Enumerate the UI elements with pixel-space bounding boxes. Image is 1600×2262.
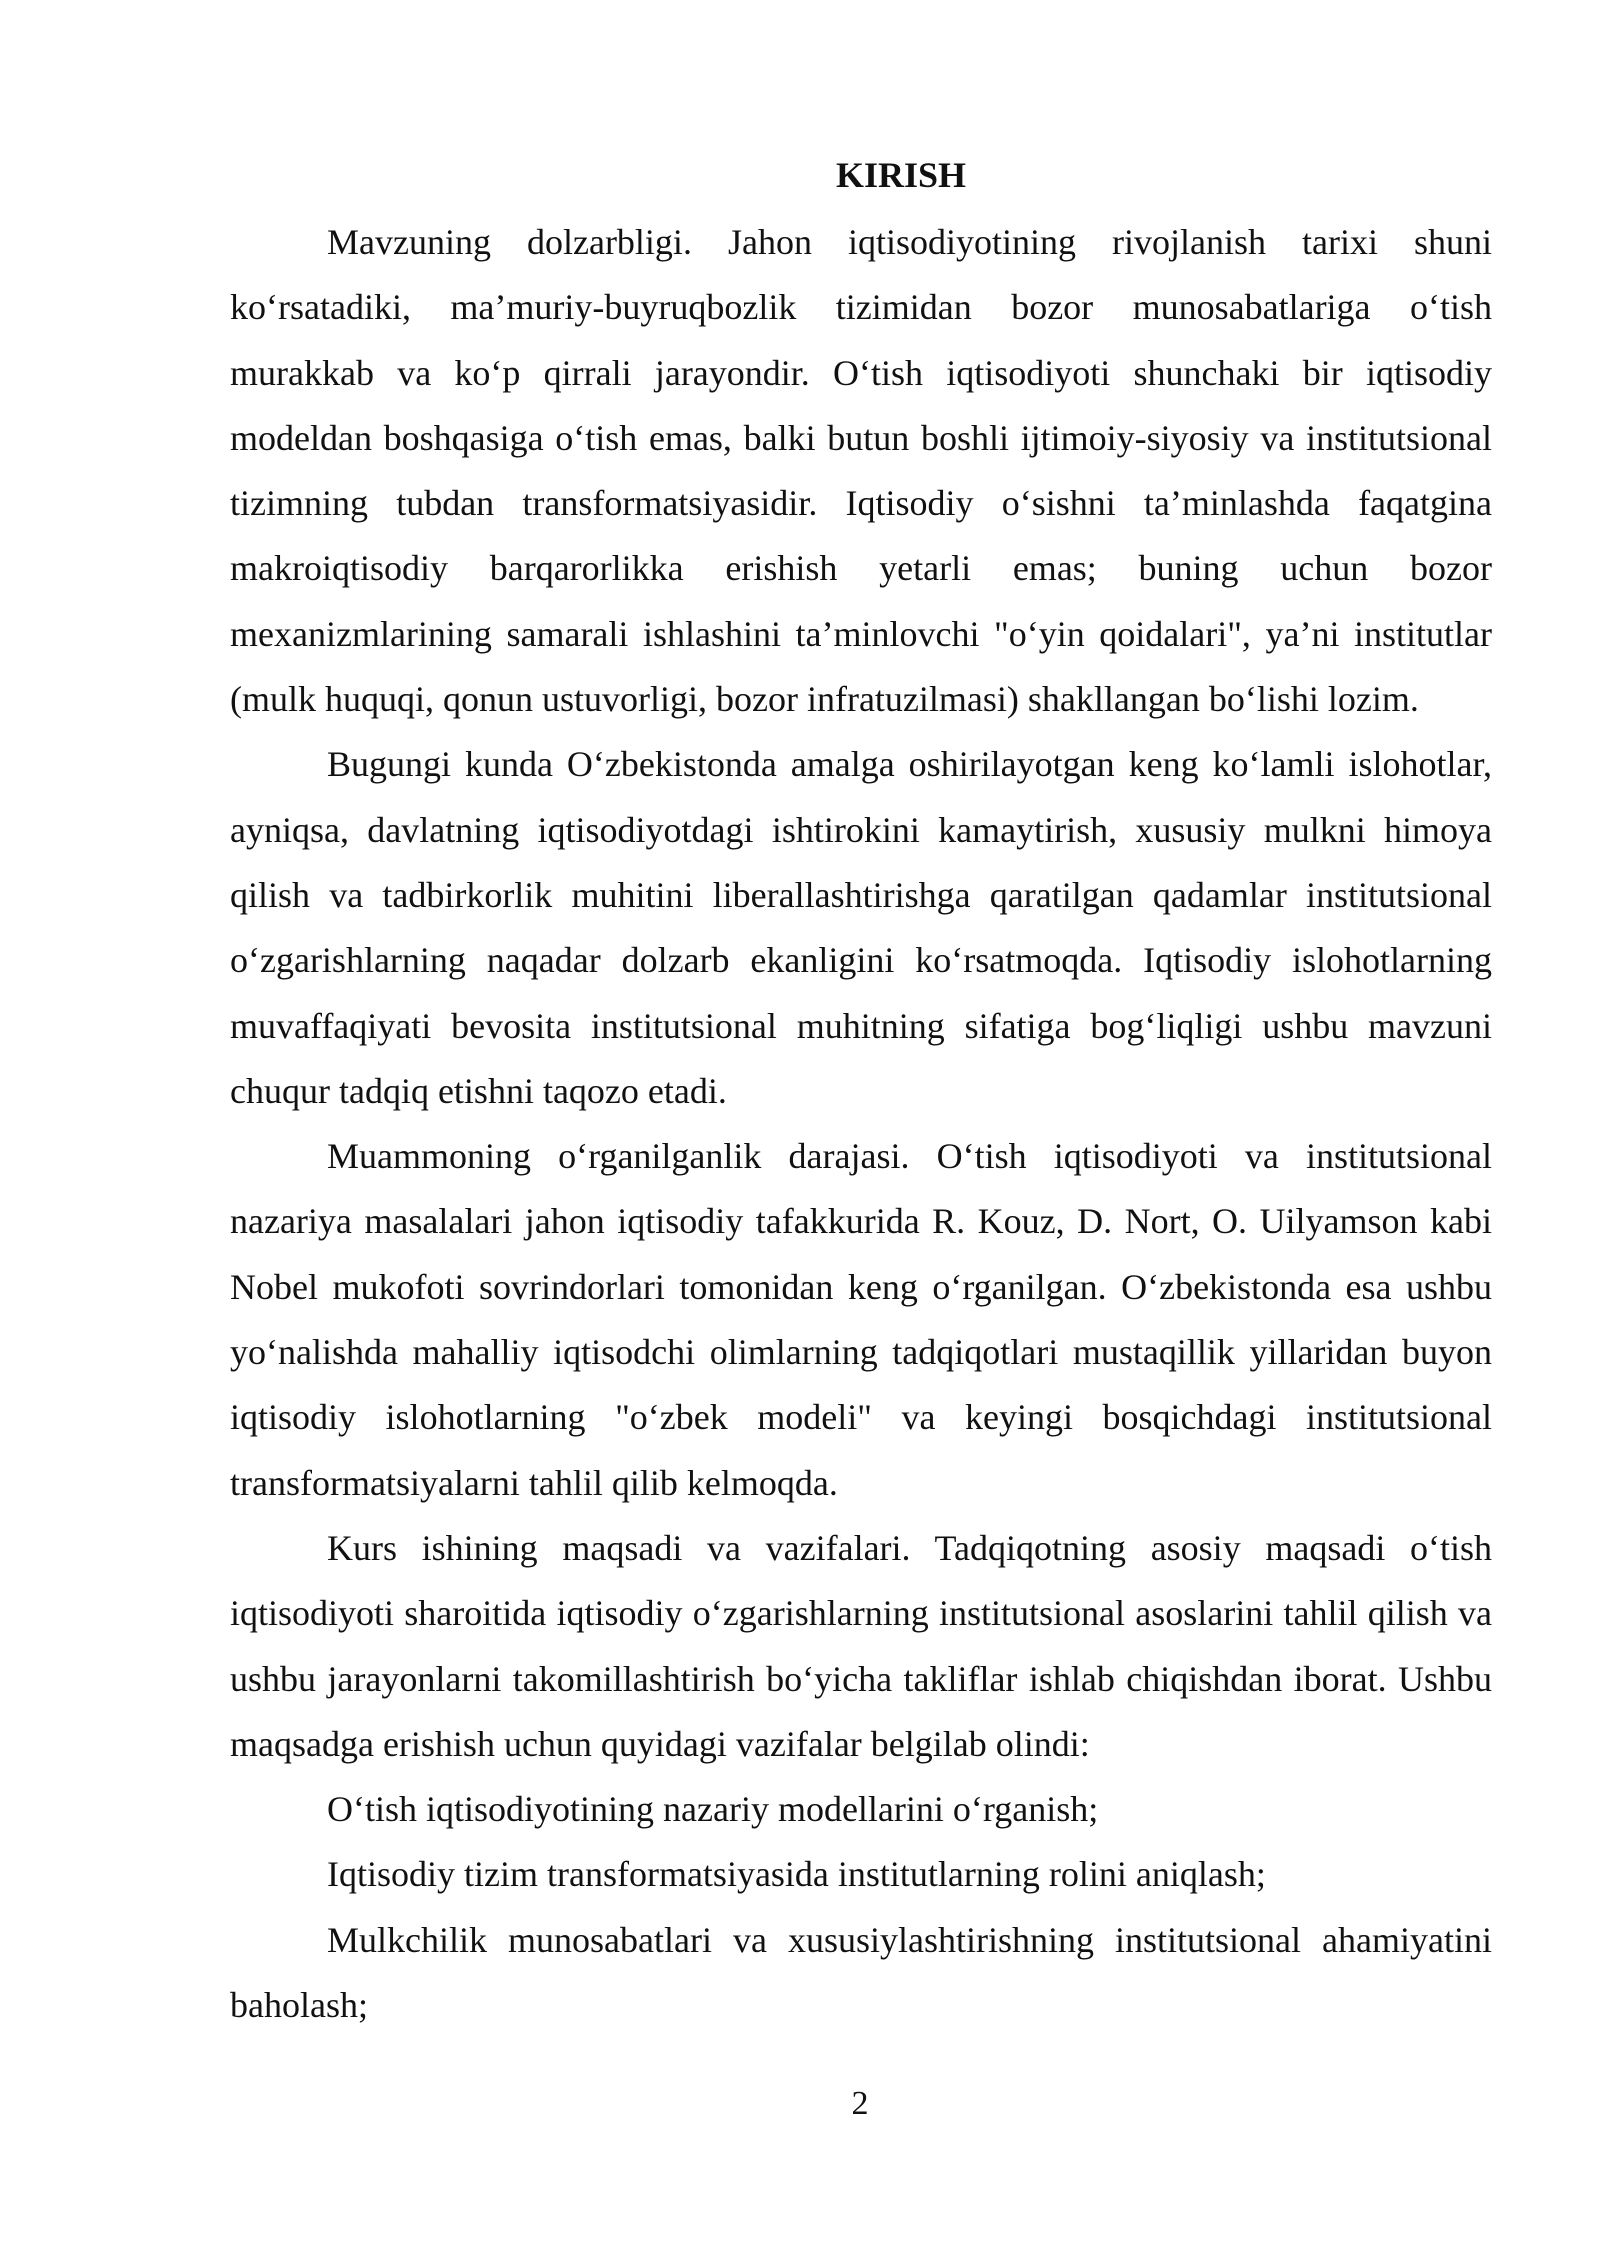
task-item-2: Iqtisodiy tizim transformatsiyasida institutlarning rolini aniqlash;: [327, 1854, 1266, 1895]
page-content: [230, 145, 1492, 2038]
section-title: KIRISH: [835, 155, 967, 195]
paragraph-goals: Kurs ishining maqsadi va vazifalari. Tadqiqotning asosiy maqsadi o‘tish iqtisodiyoti sharoitida iqtisodiy o‘zgarishlarning institutsional asoslarini tahlil qilish va ushbu jarayonlarni takomillashtirish bo‘yicha takliflar ishlab chiqishdan iborat. Ushbu maqsadga erishish uchun quyidagi vazifalar belgilab olindi:: [230, 1527, 1492, 1764]
task-item-3: Mulkchilik munosabatlari va xususiylashtirishning institutsional ahamiyatini baholash;: [230, 1919, 1492, 2026]
paragraph-reforms: Bugungi kunda O‘zbekistonda amalga oshirilayotgan keng ko‘lamli islohotlar, ayniqsa, davlatning iqtisodiyotdagi ishtirokini kamaytirish, xususiy mulkni himoya qilish va tadbirkorlik muhitini liberallashtirishga qaratilgan qadamlar institutsional o‘zgarishlarning naqadar dolzarb ekanligini ko‘rsatmoqda. Iqtisodiy islohotlarning muvaffaqiyati bevosita institutsional muhitning sifatiga bog‘liqligi ushbu mavzuni chuqur tadqiq etishni taqozo etadi.: [230, 744, 1492, 1111]
paragraph-relevance: Mavzuning dolzarbligi. Jahon iqtisodiyotining rivojlanish tarixi shuni ko‘rsatadiki, ma’muriy-buyruqbozlik tizimidan bozor munosabatlariga o‘tish murakkab va ko‘p qirrali jarayondir. O‘tish iqtisodiyoti shunchaki bir iqtisodiy modeldan boshqasiga o‘tish emas, balki butun boshli ijtimoiy-siyosiy va institutsional tizimning tubdan transformatsiyasidir. Iqtisodiy o‘sishni ta’minlashda faqatgina makroiqtisodiy barqarorlikka erishish yetarli emas; buning uchun bozor mexanizmlarining samarali ishlashini ta’minlovchi "o‘yin qoidalari", ya’ni institutlar (mulk huquqi, qonun ustuvorligi, bozor infratuzilmasi) shakllangan bo‘lishi lozim.: [230, 222, 1492, 720]
paragraph-research-degree: Muammoning o‘rganilganlik darajasi. O‘tish iqtisodiyoti va institutsional nazariya masalalari jahon iqtisodiy tafakkurida R. Kouz, D. Nort, O. Uilyamson kabi Nobel mukofoti sovrindorlari tomonidan keng o‘rganilgan. O‘zbekistonda esa ushbu yo‘nalishda mahalliy iqtisodchi olimlarning tadqiqotlari mustaqillik yillaridan buyon iqtisodiy islohotlarning "o‘zbek modeli" va keyingi bosqichdagi institutsional transformatsiyalarni tahlil qilib kelmoqda.: [230, 1136, 1492, 1503]
page-number: 2: [851, 2085, 869, 2122]
task-item-1: O‘tish iqtisodiyotining nazariy modellarini o‘rganish;: [327, 1789, 1099, 1830]
